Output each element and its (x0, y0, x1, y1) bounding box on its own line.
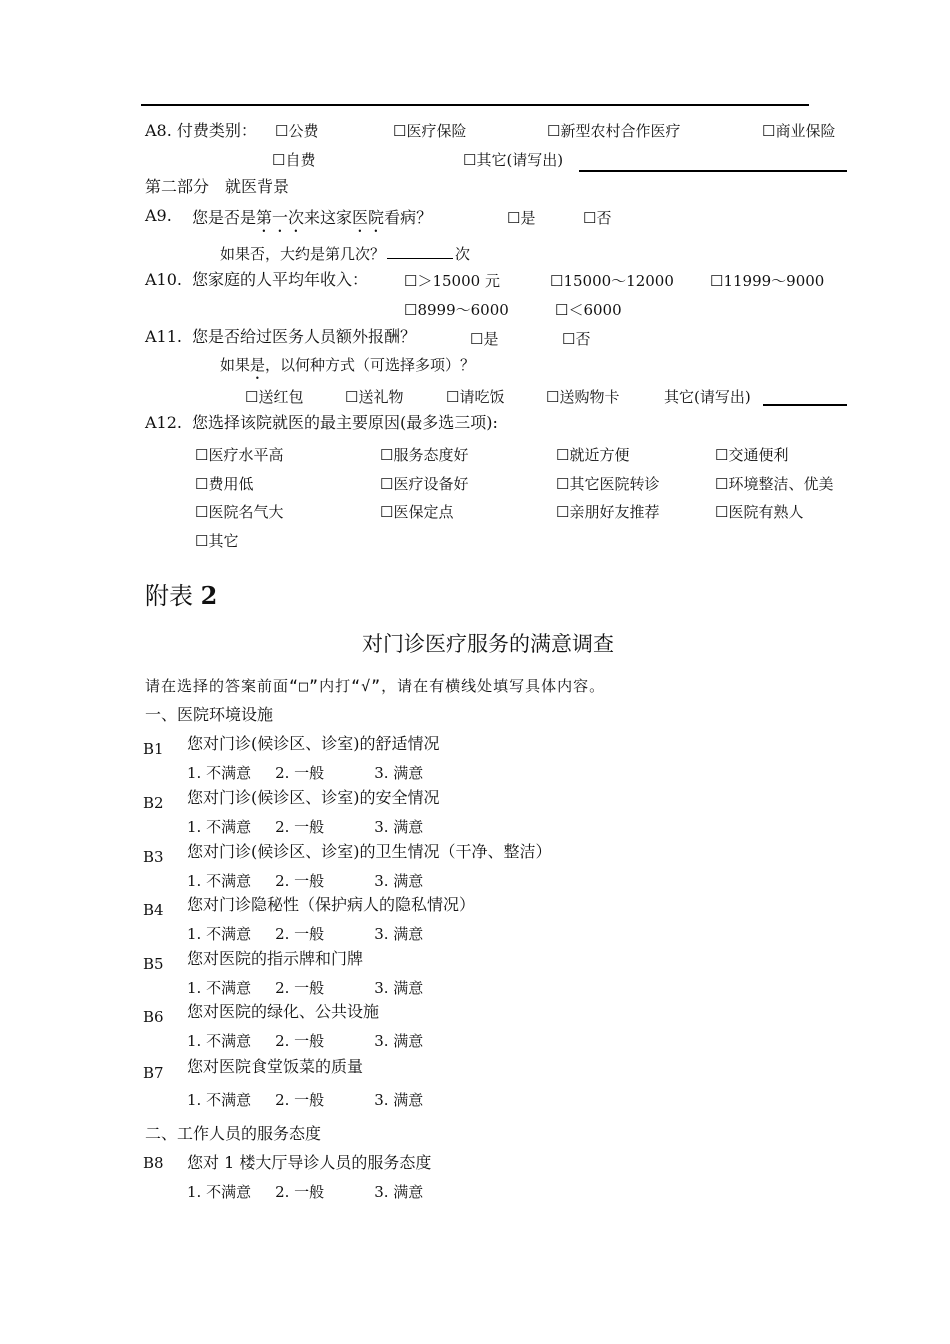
a11-code: A11. (145, 327, 182, 346)
a10-option-label: 11999～9000 (723, 272, 825, 290)
a9-question-part: 来这家 (304, 208, 353, 227)
a9-followup (220, 246, 470, 262)
b-item-question: 您对医院的绿化、公共设施 (187, 1002, 380, 1021)
b-item-rating (187, 981, 423, 996)
a9-question-part: 您是否是 (192, 208, 257, 227)
a12-reason[interactable] (715, 505, 803, 520)
a12-reason[interactable] (556, 448, 629, 463)
rating-option[interactable]: 2. 一般 (275, 1032, 325, 1050)
a11-way-hongbao[interactable] (245, 390, 303, 405)
a11-option-yes[interactable] (470, 332, 498, 347)
a11-option-label: 否 (575, 330, 591, 348)
a8-other-fill-line[interactable] (579, 170, 847, 172)
b-item-code: B5 (143, 955, 164, 973)
rating-option[interactable]: 2. 一般 (275, 979, 325, 997)
a12-reason[interactable] (715, 477, 833, 492)
a8-option-gongfei[interactable] (275, 124, 318, 139)
a11-way-label: 送礼物 (358, 388, 404, 406)
section1-title: 一、医院环境设施 (145, 705, 274, 724)
a10-option-label: 15000～12000 (563, 272, 674, 290)
a8-option-label: 其它(请写出) (476, 151, 564, 169)
b-item-code: B8 (143, 1154, 164, 1172)
a10-option-label: ＞15000 元 (417, 272, 500, 290)
b-item-rating (187, 1093, 423, 1108)
b-item-code: B7 (143, 1064, 164, 1082)
a9-option-label: 否 (596, 209, 612, 227)
rating-option[interactable]: 3. 满意 (374, 818, 424, 836)
a12-reason-label: 就近方便 (569, 446, 630, 464)
rating-option[interactable]: 3. 满意 (374, 979, 424, 997)
rating-option[interactable]: 1. 不满意 (187, 1032, 252, 1050)
appendix-heading-text: 附表 (145, 582, 193, 610)
rating-option[interactable]: 1. 不满意 (187, 818, 252, 836)
b-item-question: 您对医院食堂饭菜的质量 (187, 1057, 364, 1076)
a12-reason-label: 医保定点 (393, 503, 454, 521)
a9-question (192, 208, 432, 236)
a12-question: 您选择该院就医的最主要原因(最多选三项): (192, 413, 498, 432)
a11-option-label: 是 (483, 330, 499, 348)
a8-option-zifei[interactable] (272, 153, 315, 168)
section2-title: 第二部分 就医背景 (145, 177, 290, 196)
a10-option-3[interactable] (710, 274, 824, 289)
a12-reason[interactable] (380, 477, 468, 492)
a8-option-label: 医疗保险 (406, 122, 467, 140)
a11-way-label: 送红包 (258, 388, 304, 406)
a8-option-other[interactable] (463, 153, 563, 168)
a11-way-label: 送购物卡 (559, 388, 620, 406)
survey-instruction: 请在选择的答案前面“□”内打“√”，请在有横线处填写具体内容。 (145, 677, 606, 695)
b-item-code: B2 (143, 794, 164, 812)
a11-followup-emphasis: 是 (250, 356, 266, 374)
section2-staff-title: 二、工作人员的服务态度 (145, 1124, 322, 1143)
a10-question: 您家庭的人平均年收入： (192, 270, 369, 289)
a9-question-emphasis: 第一次 (256, 208, 305, 227)
rating-option[interactable]: 1. 不满意 (187, 764, 252, 782)
rating-option[interactable]: 1. 不满意 (187, 979, 252, 997)
a11-way-liwu[interactable] (345, 390, 403, 405)
b-item-question: 您对门诊(候诊区、诊室)的卫生情况（干净、整洁） (187, 842, 552, 861)
a9-times-fill-line[interactable] (387, 246, 453, 259)
a9-followup-text: 如果否，大约是第几次？ (220, 245, 386, 263)
a10-option-label: ＜6000 (568, 301, 622, 319)
a12-reason-label: 医疗设备好 (393, 475, 469, 493)
rating-option[interactable]: 3. 满意 (374, 925, 424, 943)
a8-option-xinnonghe[interactable] (547, 124, 680, 139)
appendix-heading-num: 2 (200, 581, 218, 610)
a8-option-label: 公费 (288, 122, 319, 140)
a10-option-5[interactable] (555, 303, 622, 318)
rating-option[interactable]: 1. 不满意 (187, 1183, 252, 1201)
a9-option-label: 是 (520, 209, 536, 227)
a10-option-label: 8999～6000 (417, 301, 509, 319)
a11-option-no[interactable] (562, 332, 590, 347)
b-item-rating (187, 874, 423, 889)
rating-option[interactable]: 2. 一般 (275, 872, 325, 890)
a12-reason-label: 亲朋好友推荐 (569, 503, 660, 521)
a12-reason[interactable] (556, 477, 659, 492)
a11-question: 您是否给过医务人员额外报酬？ (192, 327, 417, 346)
a12-reason-label: 交通便利 (728, 446, 789, 464)
b-item-rating (187, 820, 423, 835)
a12-reason-label: 医疗水平高 (208, 446, 284, 464)
a11-way-label: 请吃饭 (459, 388, 505, 406)
a8-option-shangye-baoxian[interactable] (762, 124, 835, 139)
b-item-question: 您对门诊(候诊区、诊室)的安全情况 (187, 788, 440, 807)
a12-reason-label: 服务态度好 (393, 446, 469, 464)
b-item-rating (187, 1185, 423, 1200)
b-item-question: 您对门诊隐秘性（保护病人的隐私情况） (187, 895, 476, 914)
a11-other-label: 其它(请写出) (664, 388, 751, 406)
b-item-question: 您对门诊(候诊区、诊室)的舒适情况 (187, 734, 440, 753)
a12-reason[interactable] (195, 534, 238, 549)
rating-option[interactable]: 3. 满意 (374, 764, 424, 782)
a12-reason[interactable] (195, 477, 253, 492)
a10-code: A10. (145, 270, 182, 289)
rating-option[interactable]: 1. 不满意 (187, 872, 252, 890)
rating-option[interactable]: 2. 一般 (275, 925, 325, 943)
a12-reason-label: 医院有熟人 (728, 503, 804, 521)
b-item-question: 您对 1 楼大厅导诊人员的服务态度 (187, 1153, 432, 1172)
a11-way-gouwuka[interactable] (546, 390, 619, 405)
a12-reason[interactable] (380, 505, 453, 520)
a12-reason[interactable] (195, 448, 283, 463)
a12-reason[interactable] (380, 448, 468, 463)
a12-reason[interactable] (556, 505, 659, 520)
a8-option-label: 商业保险 (775, 122, 836, 140)
a8-option-label: 自费 (285, 151, 316, 169)
b-item-code: B6 (143, 1008, 164, 1026)
a11-other-fill-line[interactable] (763, 404, 847, 406)
b-item-rating (187, 1034, 423, 1049)
b-item-code: B4 (143, 901, 164, 919)
a12-reason-label: 其它 (208, 532, 239, 550)
a9-question-part: 看病？ (384, 208, 433, 227)
a12-reason[interactable] (715, 448, 788, 463)
a10-option-4[interactable] (404, 303, 509, 318)
a12-reason-label: 费用低 (208, 475, 254, 493)
a9-question-emphasis: 医院 (352, 208, 385, 227)
b-item-question: 您对医院的指示牌和门牌 (187, 949, 364, 968)
b-item-code: B3 (143, 848, 164, 866)
a9-option-yes[interactable] (507, 211, 535, 226)
a10-option-1[interactable] (404, 274, 500, 289)
rating-option[interactable]: 2. 一般 (275, 764, 325, 782)
rating-option[interactable]: 3. 满意 (374, 1183, 424, 1201)
survey-title: 对门诊医疗服务的满意调查 (362, 632, 614, 656)
a8-label: A8. 付费类别： (145, 121, 257, 140)
rating-option[interactable]: 3. 满意 (374, 872, 424, 890)
b-item-code: B1 (143, 740, 164, 758)
a11-way-chifan[interactable] (446, 390, 504, 405)
a12-reason[interactable] (195, 505, 283, 520)
rating-option[interactable]: 3. 满意 (374, 1091, 424, 1109)
a10-option-2[interactable] (550, 274, 674, 289)
appendix-heading (145, 581, 218, 610)
a12-reason-label: 环境整洁、优美 (728, 475, 834, 493)
rating-option[interactable]: 3. 满意 (374, 1032, 424, 1050)
header-rule (141, 104, 809, 106)
rating-option[interactable]: 2. 一般 (275, 1091, 325, 1109)
a12-code: A12. (145, 413, 182, 432)
a11-followup (220, 356, 475, 383)
a11-followup-text: 如果 (220, 356, 251, 374)
a9-code: A9. (145, 206, 172, 225)
a12-reason-label: 其它医院转诊 (569, 475, 660, 493)
b-item-rating (187, 766, 423, 781)
rating-option[interactable]: 2. 一般 (275, 1183, 325, 1201)
a12-reason-label: 医院名气大 (208, 503, 284, 521)
rating-option[interactable]: 2. 一般 (275, 818, 325, 836)
rating-option[interactable]: 1. 不满意 (187, 1091, 252, 1109)
rating-option[interactable]: 1. 不满意 (187, 925, 252, 943)
a11-followup-text: ，以何种方式（可选择多项）？ (265, 356, 476, 374)
a9-option-no[interactable] (583, 211, 611, 226)
b-item-rating (187, 927, 423, 942)
a8-option-label: 新型农村合作医疗 (560, 122, 681, 140)
a9-followup-unit: 次 (455, 245, 471, 263)
a8-option-yiliao-baoxian[interactable] (393, 124, 466, 139)
